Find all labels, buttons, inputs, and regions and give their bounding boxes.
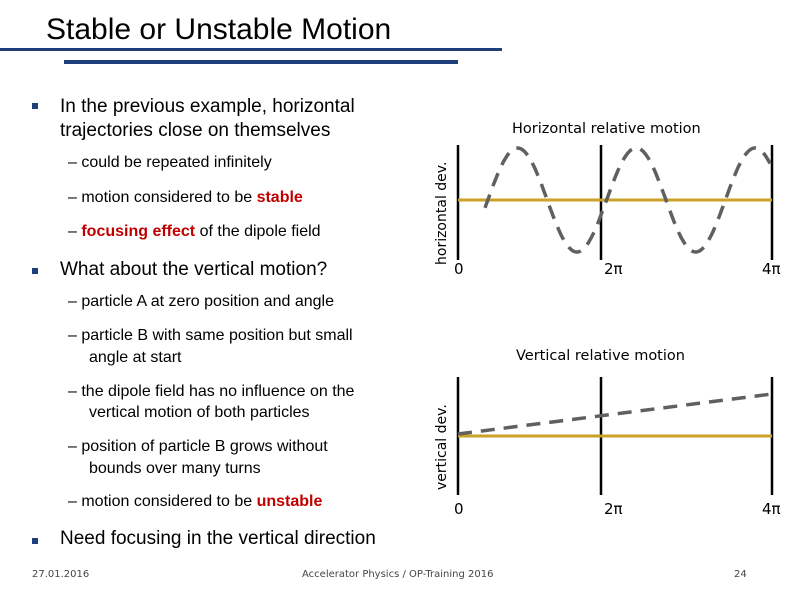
sub-bullet-text: bounds over many turns bbox=[89, 460, 261, 477]
stable-keyword: stable bbox=[256, 189, 303, 206]
title-underline-accent bbox=[64, 60, 458, 64]
horizontal-motion-chart bbox=[430, 140, 794, 280]
x-tick-label: 2π bbox=[604, 500, 623, 518]
bullet-text: trajectories close on themselves bbox=[60, 120, 331, 141]
footer-course: Accelerator Physics / OP-Training 2016 bbox=[302, 569, 494, 580]
x-tick-label: 4π bbox=[762, 260, 781, 278]
x-tick-label: 0 bbox=[454, 500, 464, 518]
x-tick-label: 2π bbox=[604, 260, 623, 278]
sub-bullet-text: angle at start bbox=[89, 349, 182, 366]
y-axis-label: horizontal dev. bbox=[434, 161, 450, 265]
sub-bullet-text: – position of particle B grows without bbox=[68, 438, 328, 455]
sub-bullet-text: – motion considered to be stable bbox=[68, 189, 303, 206]
y-axis-label: vertical dev. bbox=[434, 404, 450, 490]
sub-bullet-text: – particle A at zero position and angle bbox=[68, 293, 334, 310]
sub-bullet-text: – the dipole field has no influence on the bbox=[68, 383, 355, 400]
slide-title: Stable or Unstable Motion bbox=[46, 13, 392, 46]
x-tick-label: 0 bbox=[454, 260, 464, 278]
page-number: 24 bbox=[734, 569, 747, 580]
sub-bullet-text: – motion considered to be unstable bbox=[68, 493, 323, 510]
footer-date: 27.01.2016 bbox=[32, 569, 90, 580]
chart-title: Horizontal relative motion bbox=[512, 121, 701, 137]
bullet-text: In the previous example, horizontal bbox=[60, 96, 355, 117]
sub-bullet-text: – focusing effect of the dipole field bbox=[68, 223, 321, 240]
title-underline bbox=[0, 48, 502, 51]
bullet-marker bbox=[32, 538, 38, 544]
sub-bullet-text: vertical motion of both particles bbox=[89, 404, 310, 421]
bullet-marker bbox=[32, 103, 38, 109]
unstable-keyword: unstable bbox=[256, 493, 323, 510]
vertical-motion-chart bbox=[430, 372, 794, 520]
focusing-keyword: focusing effect bbox=[81, 223, 196, 240]
sub-bullet-text: – particle B with same position but small bbox=[68, 327, 353, 344]
bullet-marker bbox=[32, 268, 38, 274]
bullet-text: What about the vertical motion? bbox=[60, 259, 328, 280]
particle-b-trajectory-dashed bbox=[458, 394, 772, 434]
bullet-text: Need focusing in the vertical direction bbox=[60, 528, 376, 549]
sub-bullet-text: – could be repeated infinitely bbox=[68, 154, 272, 171]
chart-title: Vertical relative motion bbox=[516, 348, 685, 364]
x-tick-label: 4π bbox=[762, 500, 781, 518]
